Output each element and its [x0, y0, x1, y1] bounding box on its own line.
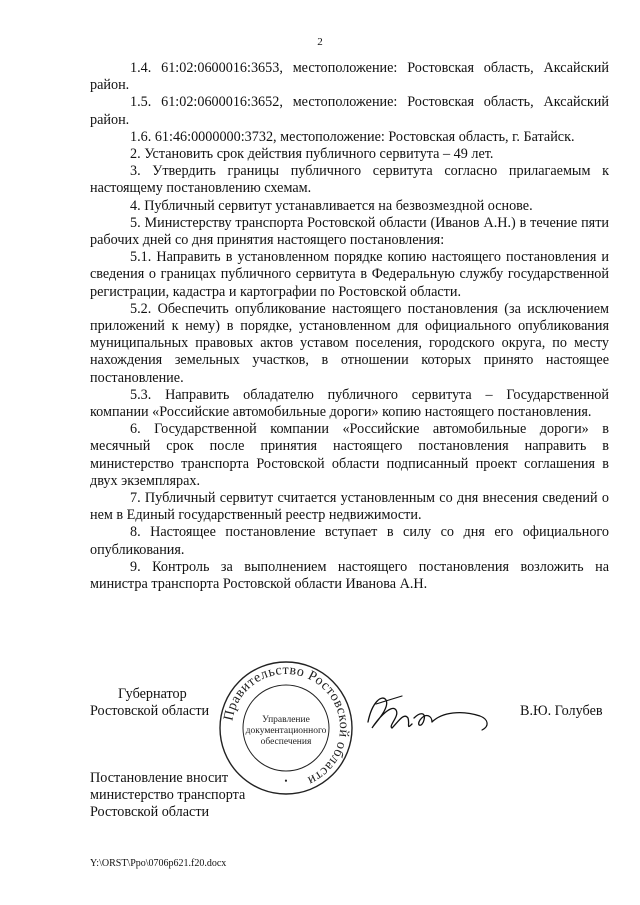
introduced-by-line1: Постановление вносит — [90, 770, 229, 786]
handwritten-signature — [362, 682, 492, 742]
paragraph-7: 7. Публичный сервитут считается установленным со дня внесения сведений о нем в Единый государственный реестр недвижимости. — [90, 490, 609, 524]
seal-star: • — [284, 776, 288, 786]
paragraph-9: 9. Контроль за выполнением настоящего постановления возложить на министра транспорта Ростовской области Иванова А.Н. — [90, 558, 609, 593]
document-body — [90, 60, 609, 593]
introduced-by-line3: Ростовской области — [90, 804, 210, 821]
signatory-title-line2: Ростовской области — [90, 703, 210, 719]
signatory-name: В.Ю. Голубев — [520, 703, 603, 719]
paragraph-2: 2. Установить срок действия публичного сервитута – 49 лет. — [130, 146, 494, 163]
file-path: Y:\ORST\Ppo\0706p621.f20.docx — [90, 858, 227, 869]
paragraph-5-3: 5.3. Направить обладателю публичного сервитута – Государственной компании «Российские автомобильные дороги» копию настоящего постановления. — [90, 386, 609, 421]
paragraph-1-6: 1.6. 61:46:0000000:3732, местоположение: Ростовская область, г. Батайск. — [130, 128, 575, 145]
seal-inner-line3: обеспечения — [260, 737, 312, 747]
paragraph-1-5: 1.5. 61:02:0600016:3652, местоположение: Ростовская область, Аксайский район. — [90, 94, 609, 128]
signatory-title-line1: Губернатор — [118, 686, 187, 702]
introduced-by-block — [90, 770, 245, 822]
seal-outer-text: Правительство Ростовской области — [221, 662, 352, 788]
paragraph-4: 4. Публичный сервитут устанавливается на безвозмездной основе. — [130, 197, 533, 214]
seal-inner-line2: документационного — [245, 726, 327, 736]
paragraph-8: 8. Настоящее постановление вступает в силу со дня его официального опубликования. — [90, 524, 609, 558]
paragraph-5: 5. Министерству транспорта Ростовской области (Иванов А.Н.) в течение пяти рабочих дней со дня принятия настоящего постановления: — [90, 214, 609, 249]
page-number: 2 — [317, 36, 323, 48]
paragraph-5-1: 5.1. Направить в установленном порядке копию настоящего постановления и сведения о границах публичного сервитута в Федеральную службу государственной регистрации, кадастра и картографии по Ростовской области. — [90, 249, 609, 300]
introduced-by-line2: министерство транспорта — [90, 787, 246, 804]
paragraph-6: 6. Государственной компании «Российские автомобильные дороги» в месячный срок после принятия настоящего постановления направить в министерство транспорта Ростовской области подписанный проект соглашения в двух экземплярах. — [90, 421, 609, 489]
paragraph-1-4: 1.4. 61:02:0600016:3653, местоположение: Ростовская область, Аксайский район. — [90, 60, 609, 94]
paragraph-5-2: 5.2. Обеспечить опубликование настоящего постановления (за исключением приложений к нему) в порядке, установленном для официального опубликования муниципальных правовых актов уставом поселения, городского округа, по месту нахождения земельных участков, в отношении которых принято настоящее постановление. — [90, 300, 609, 386]
seal-inner-line1: Управление — [262, 715, 310, 725]
paragraph-3: 3. Утвердить границы публичного сервитута согласно прилагаемым к настоящему постановлению схемам. — [90, 163, 609, 197]
